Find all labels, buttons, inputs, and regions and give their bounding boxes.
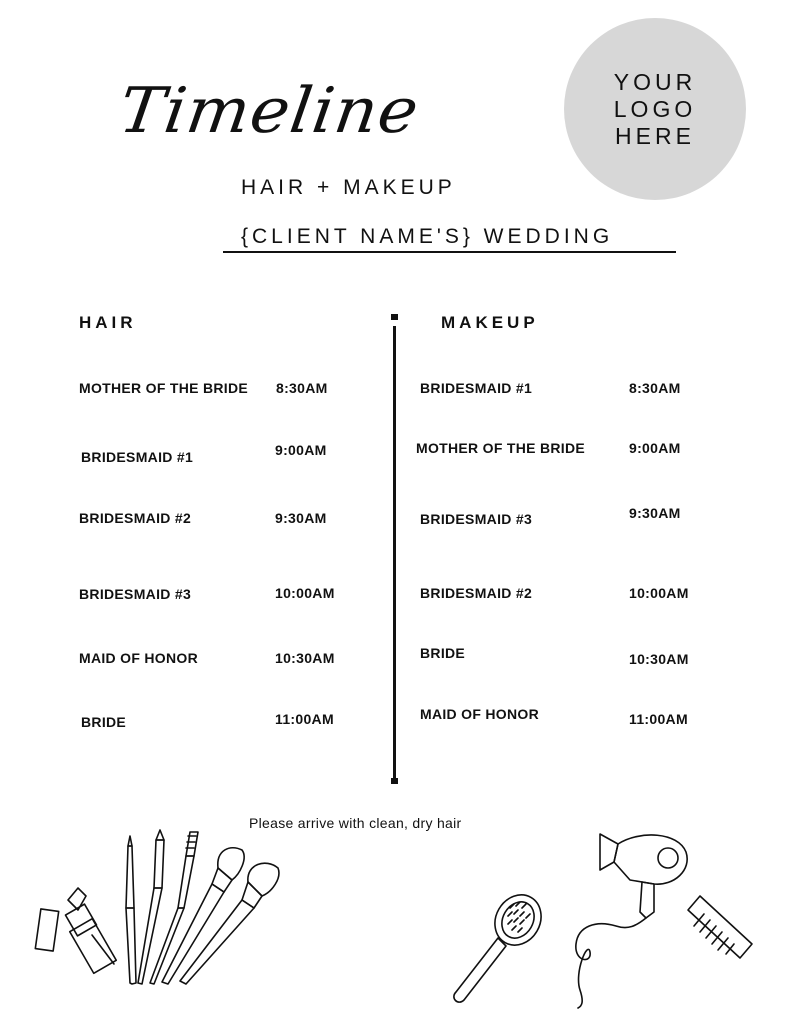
hair-heading: HAIR bbox=[79, 313, 137, 332]
hair-row-name: MAID OF HONOR bbox=[79, 650, 199, 666]
makeup-row-name: BRIDESMAID #3 bbox=[420, 511, 533, 527]
column-divider bbox=[393, 326, 396, 779]
hair-row-time: 9:30AM bbox=[275, 510, 327, 526]
makeup-row-time: 8:30AM bbox=[629, 380, 681, 396]
comb-icon bbox=[686, 892, 756, 962]
footer-note: Please arrive with clean, dry hair bbox=[249, 815, 462, 831]
makeup-row-name: BRIDE bbox=[420, 645, 466, 661]
divider-tick-bottom bbox=[391, 778, 398, 784]
hair-row-name: BRIDESMAID #3 bbox=[79, 586, 192, 602]
hair-row-name: BRIDESMAID #1 bbox=[81, 449, 194, 465]
makeup-row-name: MOTHER OF THE BRIDE bbox=[416, 440, 586, 456]
makeup-row-time: 10:30AM bbox=[629, 651, 689, 667]
makeup-row-name: BRIDESMAID #2 bbox=[420, 585, 533, 601]
makeup-row-time: 10:00AM bbox=[629, 585, 689, 601]
hair-row-time: 10:30AM bbox=[275, 650, 335, 666]
makeup-heading: MAKEUP bbox=[441, 313, 539, 332]
hair-row-time: 8:30AM bbox=[276, 380, 328, 396]
divider-tick-top bbox=[391, 314, 398, 320]
makeup-brushes-icon bbox=[120, 828, 290, 988]
client-underline bbox=[223, 251, 676, 253]
makeup-row-time: 11:00AM bbox=[629, 711, 688, 727]
subtitle: HAIR + MAKEUP bbox=[241, 176, 456, 199]
hair-row-time: 9:00AM bbox=[275, 442, 327, 458]
makeup-row-name: MAID OF HONOR bbox=[420, 706, 540, 722]
makeup-row-name: BRIDESMAID #1 bbox=[420, 380, 533, 396]
makeup-row-time: 9:30AM bbox=[629, 505, 681, 521]
hairbrush-icon bbox=[452, 892, 552, 1012]
hair-row-time: 10:00AM bbox=[275, 585, 335, 601]
hair-row-time: 11:00AM bbox=[275, 711, 334, 727]
lipstick-icon bbox=[30, 880, 130, 980]
logo-placeholder bbox=[564, 18, 746, 200]
hair-row-name: BRIDE bbox=[81, 714, 127, 730]
hair-dryer-icon bbox=[570, 822, 700, 1012]
hair-row-name: BRIDESMAID #2 bbox=[79, 510, 192, 526]
client-wedding-line: {CLIENT NAME'S} WEDDING bbox=[241, 225, 614, 248]
timeline-title: Timeline bbox=[114, 73, 424, 148]
hair-row-name: MOTHER OF THE BRIDE bbox=[79, 380, 249, 396]
makeup-row-time: 9:00AM bbox=[629, 440, 681, 456]
logo-text: YOUR LOGO HERE bbox=[613, 68, 697, 149]
